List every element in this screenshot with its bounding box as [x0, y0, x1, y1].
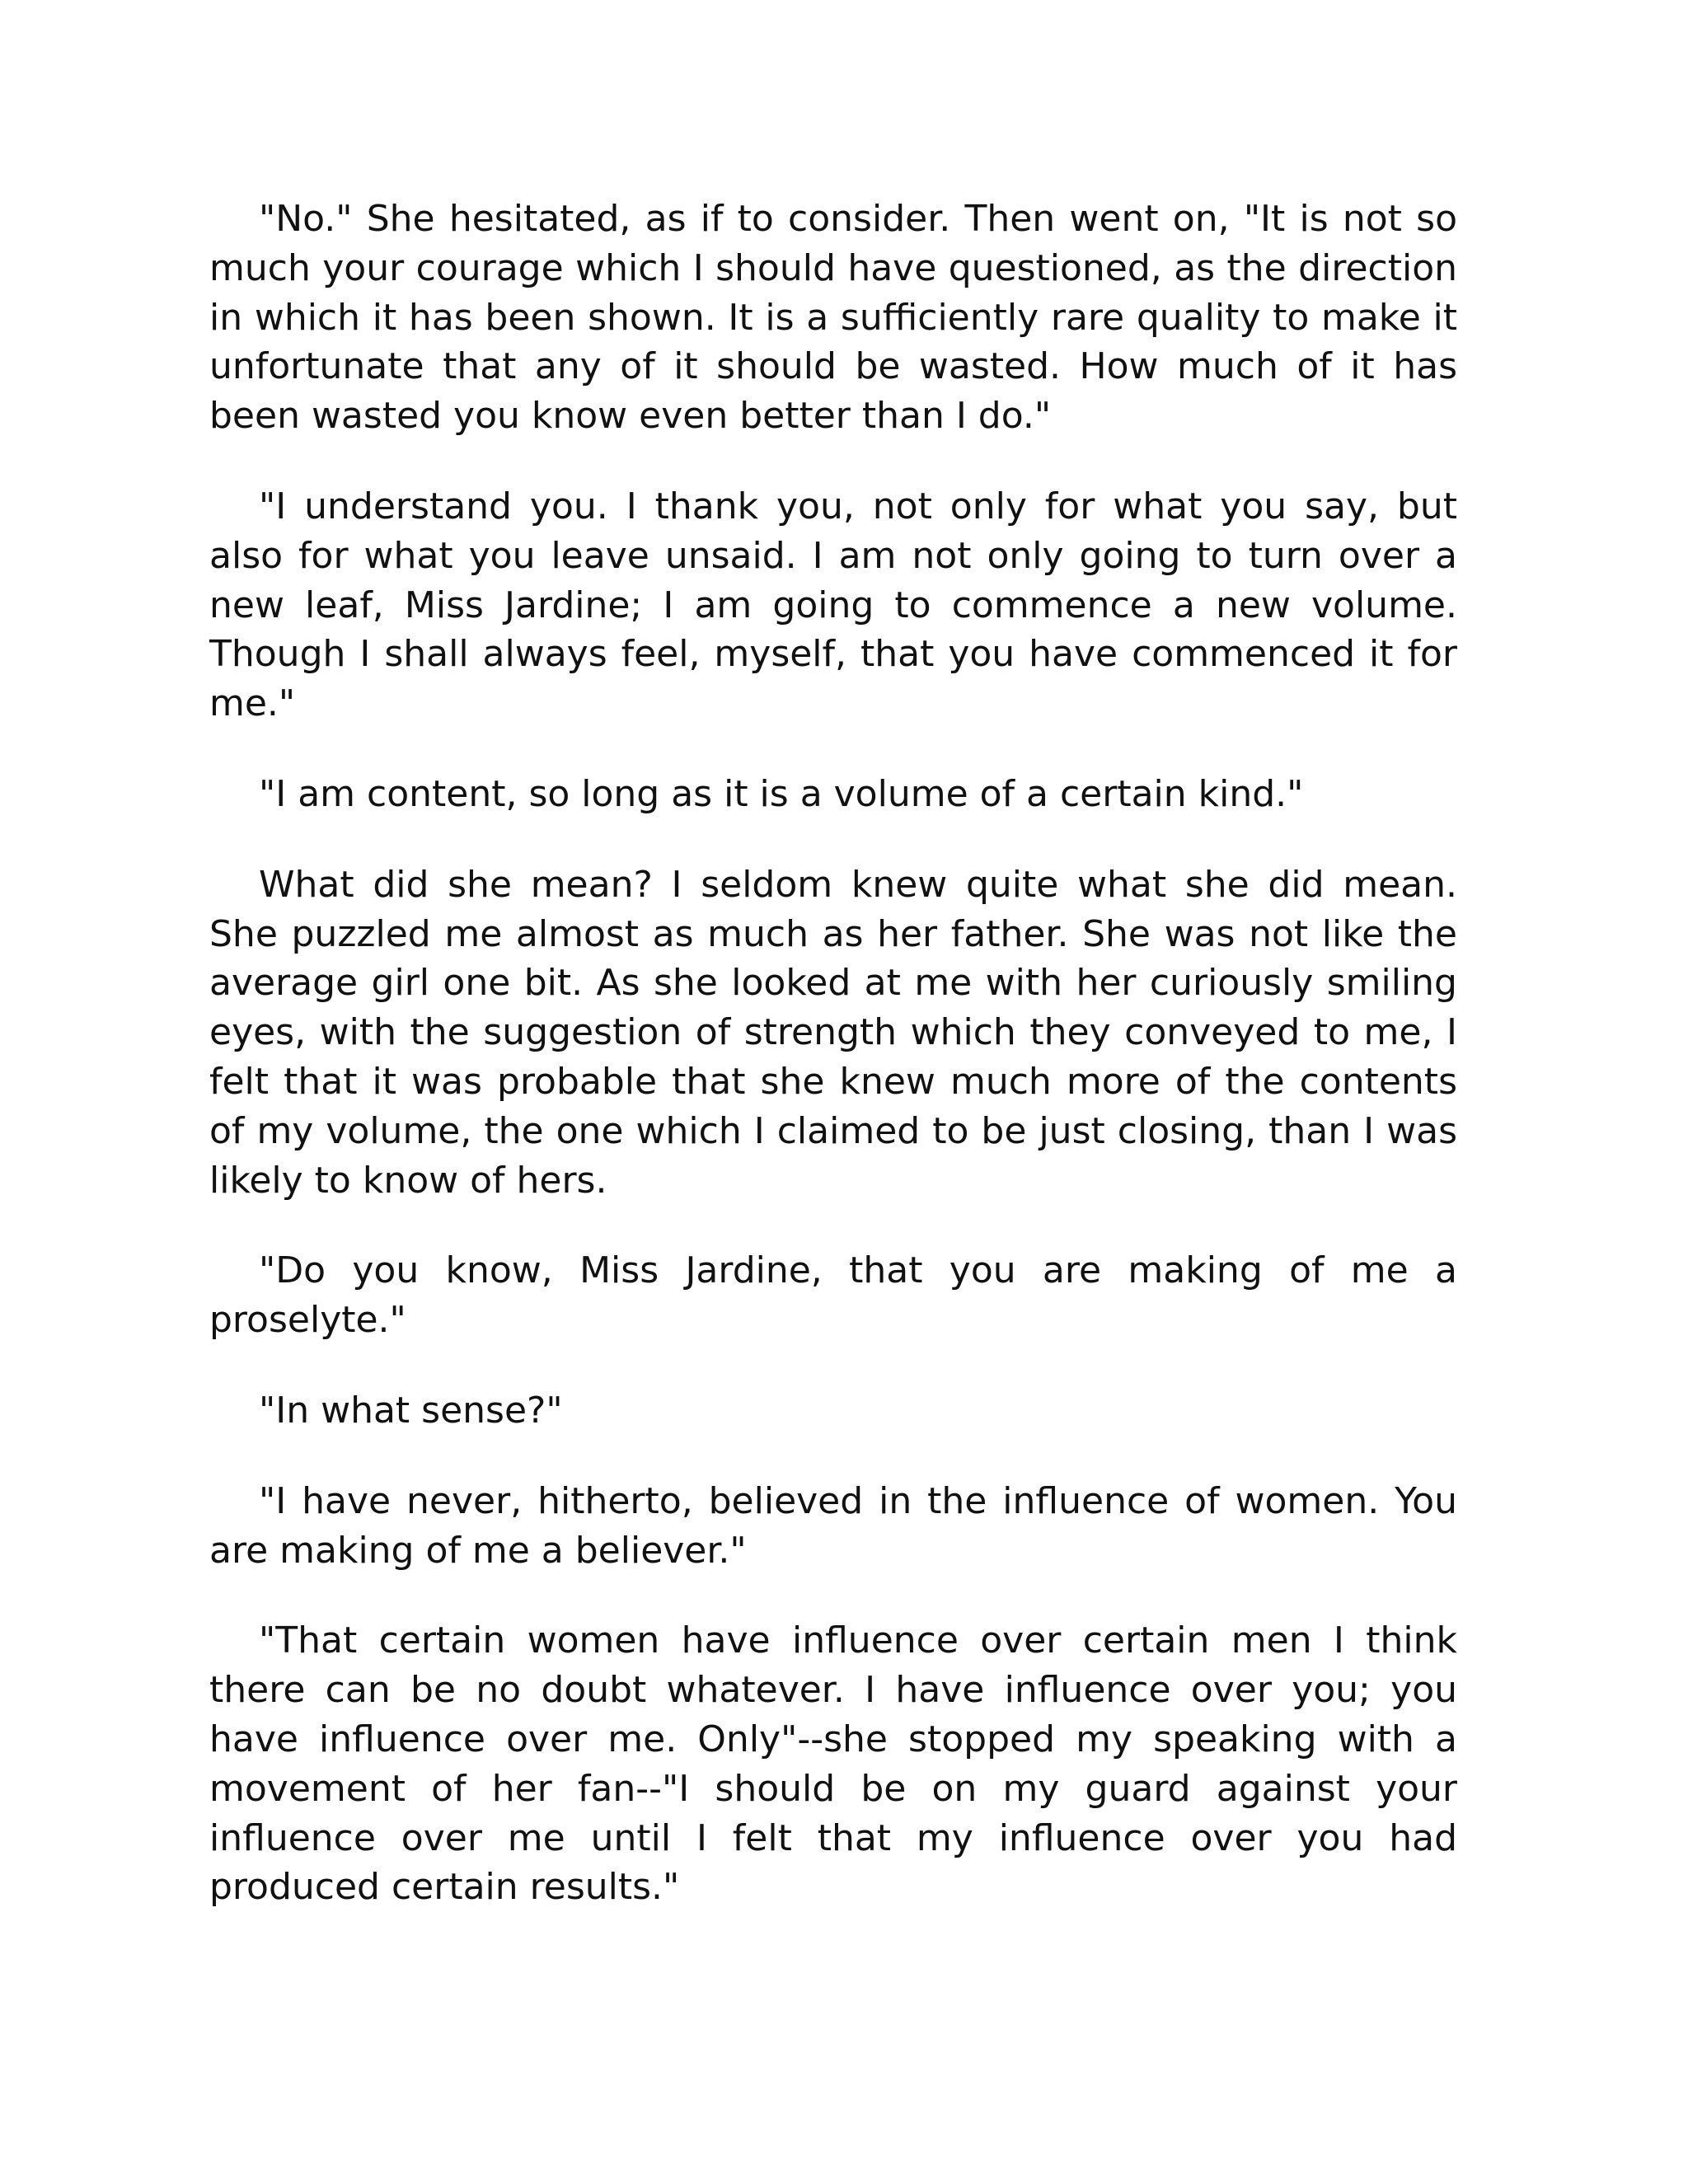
paragraph: "I have never, hitherto, believed in the influence of women. You are making of me a believer." [209, 1479, 1457, 1572]
paragraph: "I understand you. I thank you, not only for what you say, but also for what you leave unsaid. I am not only going to turn over a new leaf, Miss Jardine; I am going to commence a new volume. Though I shall always feel, myself, that you have commenced it for me." [209, 485, 1457, 725]
paragraph: "In what sense?" [259, 1389, 563, 1432]
document-page [209, 194, 1457, 1953]
paragraph: What did she mean? I seldom knew quite what she did mean. She puzzled me almost as much as her father. She was not like the average girl one bit. As she looked at me with her curiously smiling eyes, with the suggestion of strength which they conveyed to me, I felt that it was probable that she knew much more of the contents of my volume, the one which I claimed to be just closing, than I was likely to know of hers. [209, 863, 1457, 1202]
paragraph: "That certain women have influence over certain men I think there can be no doubt whatever. I have influence over you; you have influence over me. Only"--she stopped my speaking with a movement of her fan--"I should be on my guard against your influence over me until I felt that my influence over you had produced certain results." [209, 1619, 1457, 1909]
paragraph: "No." She hesitated, as if to consider. Then went on, "It is not so much your courage which I should have questioned, as the direction in which it has been shown. It is a sufficiently rare quality to make it unfortunate that any of it should be wasted. How much of it has been wasted you know even better than I do." [209, 198, 1457, 438]
paragraph: "I am content, so long as it is a volume of a certain kind." [259, 772, 1304, 815]
paragraph: "Do you know, Miss Jardine, that you are making of me a proselyte." [209, 1249, 1457, 1342]
